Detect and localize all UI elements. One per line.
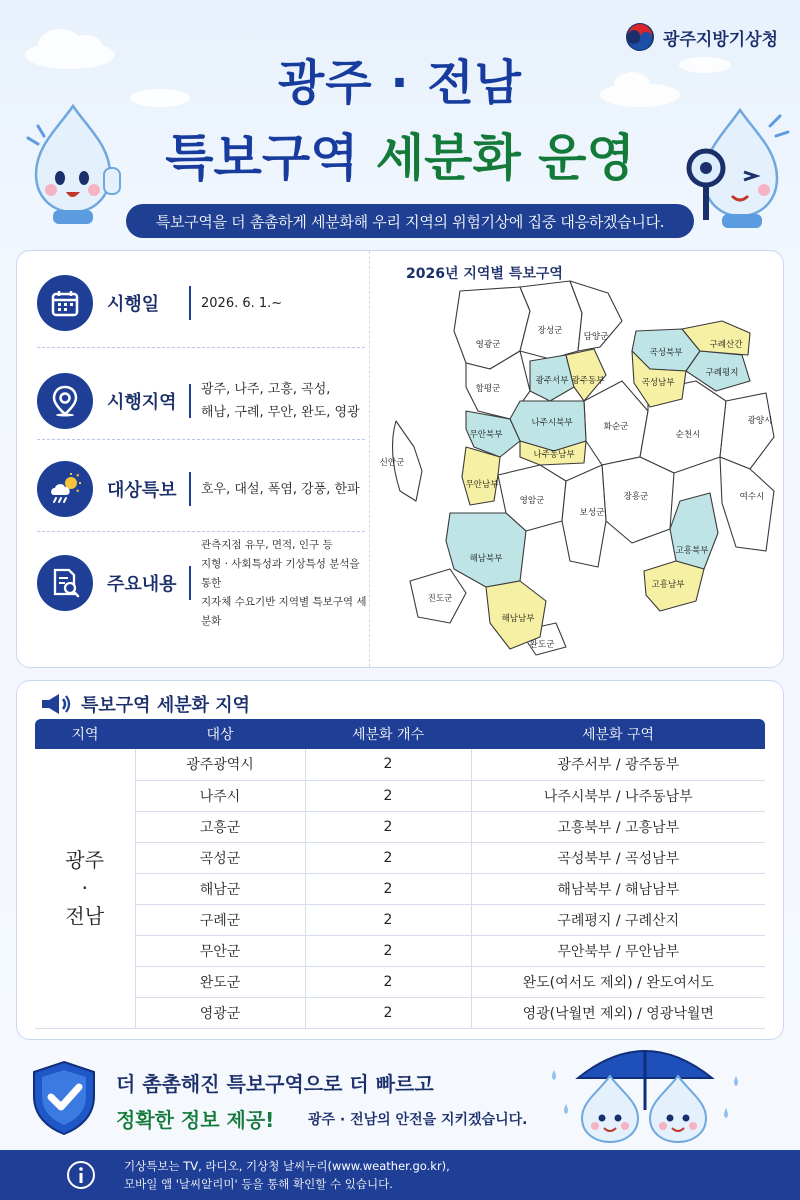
divider [189, 566, 191, 600]
map-label: 나주동남부 [533, 450, 575, 460]
divider [189, 286, 191, 320]
map-label: 구례평지 [705, 368, 739, 378]
info-row-content [37, 535, 367, 631]
target-cell: 구례군 [135, 904, 305, 935]
map-label: 순천시 [675, 430, 701, 440]
target-cell: 완도군 [135, 966, 305, 997]
info-row-area [37, 353, 367, 449]
info-value-line: 광주, 나주, 고흥, 곡성, [201, 382, 331, 397]
count-cell: 2 [305, 997, 471, 1028]
table-row [35, 997, 765, 1028]
megaphone-icon [39, 693, 71, 715]
count-cell: 2 [305, 811, 471, 842]
info-label-date: 시행일 [107, 294, 160, 315]
map-label: 고흥남부 [651, 580, 685, 590]
divider [37, 347, 365, 348]
zone-table [35, 719, 765, 1029]
map-label: 해남북부 [469, 554, 503, 564]
info-value-warnings [201, 478, 360, 501]
target-cell: 무안군 [135, 935, 305, 966]
info-value-date [201, 292, 282, 315]
map-label: 곡성남부 [641, 378, 675, 388]
info-row-warnings [37, 441, 367, 537]
info-icon [66, 1160, 96, 1190]
map-label: 신안군 [379, 458, 405, 468]
region-line: 전남 [65, 904, 105, 929]
shield-check-icon [30, 1060, 98, 1136]
info-value-line: 지형 · 사회특성과 기상특성 분석을 통한 [201, 557, 360, 589]
raindrop-mascot-left-icon [18, 98, 128, 228]
map-label: 진도군 [427, 594, 453, 604]
calendar-icon [37, 275, 93, 331]
region-cell [35, 749, 135, 1028]
count-cell: 2 [305, 873, 471, 904]
target-cell: 나주시 [135, 780, 305, 811]
map-label: 해남남부 [501, 614, 535, 624]
info-label-content: 주요내용 [107, 574, 177, 595]
table-card [16, 680, 784, 1040]
count-cell: 2 [305, 966, 471, 997]
column-header: 세분화 구역 [471, 719, 765, 749]
info-value-line: 해남, 구례, 무안, 완도, 영광 [201, 405, 360, 420]
map-region-muan-s [462, 447, 500, 505]
footer [0, 1150, 800, 1200]
footer-line: 모바일 앱 '날씨알리미' 등을 통해 확인할 수 있습니다. [124, 1177, 393, 1191]
zones-cell: 곡성북부 / 곡성남부 [471, 842, 765, 873]
table-row [35, 811, 765, 842]
target-cell: 광주광역시 [135, 749, 305, 780]
map-label: 구례산간 [709, 340, 743, 350]
map-label: 장성군 [537, 326, 563, 336]
map-label: 광주동부 [571, 376, 605, 386]
info-value-line: 지자체 수요기반 지역별 특보구역 세분화 [201, 595, 367, 627]
org-name: 광주지방기상청 [663, 29, 778, 50]
divider [37, 439, 365, 440]
bottom-message-3: 광주 · 전남의 안전을 지키겠습니다. [308, 1112, 528, 1128]
table-row [35, 749, 765, 780]
bottom-message-1: 더 촘촘해진 특보구역으로 더 빠르고 [116, 1072, 434, 1096]
divider [189, 472, 191, 506]
region-line: · [81, 876, 88, 901]
zones-cell: 고흥북부 / 고흥남부 [471, 811, 765, 842]
zones-cell: 영광(낙월면 제외) / 영광낙월면 [471, 997, 765, 1028]
target-cell: 곡성군 [135, 842, 305, 873]
map-label: 광주서부 [535, 376, 569, 386]
footer-line: 기상특보는 TV, 라디오, 기상청 날씨누리(www.weather.go.kr), [124, 1159, 450, 1173]
info-value-line: 2026. 6. 1.~ [201, 295, 283, 311]
map-label: 무안남부 [465, 480, 499, 490]
table-title: 특보구역 세분화 지역 [81, 695, 251, 716]
column-header: 세분화 개수 [305, 719, 471, 749]
count-cell: 2 [305, 904, 471, 935]
map-region-gwangyang [720, 393, 774, 469]
zones-cell: 광주서부 / 광주동부 [471, 749, 765, 780]
info-card [16, 250, 784, 668]
title-line2-part2: 세분화 운영 [375, 129, 635, 187]
warning-zone-map [369, 251, 783, 667]
map-label: 완도군 [529, 640, 555, 650]
info-value-line: 관측지점 유무, 면적, 인구 등 [201, 538, 333, 551]
map-label: 나주시북부 [531, 418, 573, 428]
info-label-warnings: 대상특보 [107, 480, 177, 501]
bottom-message-2: 정확한 정보 제공! [116, 1108, 275, 1132]
map-region-yeosu [720, 457, 774, 551]
count-cell: 2 [305, 780, 471, 811]
zones-cell: 완도(여서도 제외) / 완도여서도 [471, 966, 765, 997]
table-row [35, 873, 765, 904]
map-label: 여수시 [739, 492, 765, 502]
map-svg [370, 251, 784, 667]
title-line2-part1: 특보구역 [165, 129, 359, 187]
info-row-date [37, 255, 367, 351]
target-cell: 고흥군 [135, 811, 305, 842]
zones-cell: 무안북부 / 무안남부 [471, 935, 765, 966]
footer-text [124, 1157, 450, 1193]
zones-cell: 구례평지 / 구례산지 [471, 904, 765, 935]
map-label: 담양군 [583, 332, 609, 342]
map-label: 영암군 [519, 496, 545, 506]
map-title: 2026년 지역별 특보구역 [406, 266, 563, 282]
info-label-area: 시행지역 [107, 392, 177, 413]
map-region-haenam-n [446, 513, 526, 587]
table-row [35, 935, 765, 966]
column-header: 지역 [35, 719, 135, 749]
region-line: 광주 [65, 848, 105, 873]
map-label: 곡성북부 [649, 348, 683, 358]
info-value-line: 호우, 대설, 폭염, 강풍, 한파 [201, 481, 360, 497]
column-header: 대상 [135, 719, 305, 749]
map-region-jangseong [520, 281, 582, 359]
zones-cell: 해남북부 / 해남남부 [471, 873, 765, 904]
table-header-row [35, 719, 765, 749]
weather-icon [37, 461, 93, 517]
map-label: 무안북부 [469, 430, 503, 440]
count-cell: 2 [305, 935, 471, 966]
target-cell: 영광군 [135, 997, 305, 1028]
info-value-area [201, 378, 360, 424]
map-label: 화순군 [603, 422, 629, 432]
map-label: 장흥군 [623, 492, 649, 502]
table-row [35, 842, 765, 873]
map-label: 함평군 [475, 384, 501, 394]
table-row [35, 780, 765, 811]
zones-cell: 나주시북부 / 나주동남부 [471, 780, 765, 811]
map-label: 영광군 [475, 340, 501, 350]
location-pin-icon [37, 373, 93, 429]
divider [189, 384, 191, 418]
title-line1: 광주 · 전남 [277, 55, 523, 111]
map-region-goheung-n [670, 493, 718, 569]
count-cell: 2 [305, 842, 471, 873]
target-cell: 해남군 [135, 873, 305, 904]
map-label: 광양시 [747, 416, 773, 426]
subtitle-banner: 특보구역을 더 촘촘하게 세분화해 우리 지역의 위험기상에 집중 대응하겠습니다. [126, 204, 694, 238]
map-label: 보성군 [579, 508, 605, 518]
table-row [35, 904, 765, 935]
document-search-icon [37, 555, 93, 611]
table-header [39, 691, 250, 717]
table-row [35, 966, 765, 997]
raindrop-mascot-right-icon [682, 96, 792, 232]
info-value-content [201, 536, 367, 631]
count-cell: 2 [305, 749, 471, 780]
divider [37, 531, 365, 532]
mascots-umbrella-icon [540, 1030, 750, 1148]
map-label: 고흥북부 [675, 546, 709, 556]
